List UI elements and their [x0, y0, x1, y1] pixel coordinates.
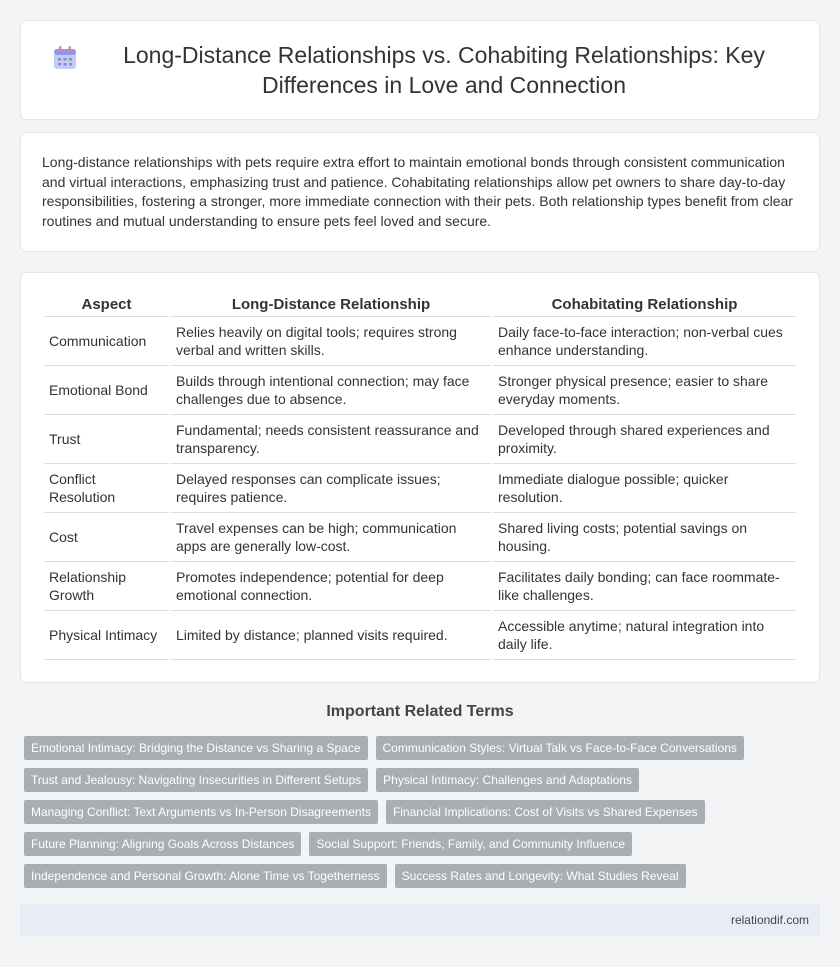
related-term-tag[interactable]: Physical Intimacy: Challenges and Adaptations: [376, 768, 639, 792]
long-distance-cell: Delayed responses can complicate issues; requires patience.: [171, 464, 491, 513]
tag-row: [24, 832, 816, 856]
table-row: [44, 611, 796, 660]
related-terms-title: Important Related Terms: [326, 703, 514, 720]
table-row: [44, 415, 796, 464]
tag-row: [24, 800, 816, 824]
related-term-tag[interactable]: Independence and Personal Growth: Alone Time vs Togetherness: [24, 864, 387, 888]
long-distance-cell: Relies heavily on digital tools; requires strong verbal and written skills.: [171, 317, 491, 366]
related-term-tag[interactable]: Managing Conflict: Text Arguments vs In-Person Disagreements: [24, 800, 378, 824]
aspect-cell: Emotional Bond: [44, 366, 169, 415]
aspect-cell: Communication: [44, 317, 169, 366]
tag-row: [24, 736, 816, 760]
related-term-tag[interactable]: Financial Implications: Cost of Visits vs Shared Expenses: [386, 800, 705, 824]
long-distance-cell: Fundamental; needs consistent reassurance and transparency.: [171, 415, 491, 464]
aspect-cell: Conflict Resolution: [44, 464, 169, 513]
long-distance-cell: Promotes independence; potential for deep emotional connection.: [171, 562, 491, 611]
table-row: [44, 562, 796, 611]
cohabitating-cell: Developed through shared experiences and proximity.: [493, 415, 796, 464]
cohabitating-cell: Immediate dialogue possible; quicker resolution.: [493, 464, 796, 513]
long-distance-cell: Travel expenses can be high; communication apps are generally low-cost.: [171, 513, 491, 562]
long-distance-cell: Builds through intentional connection; may face challenges due to absence.: [171, 366, 491, 415]
intro-card: [20, 132, 820, 252]
table-header-row: [44, 293, 796, 317]
table-row: [44, 317, 796, 366]
column-header-cohabitating: Cohabitating Relationship: [493, 293, 796, 317]
page-title: Long-Distance Relationships vs. Cohabiting Relationships: Key Differences in Love and Connection: [123, 42, 765, 98]
aspect-cell: Relationship Growth: [44, 562, 169, 611]
related-terms-list: [24, 736, 816, 896]
table-row: [44, 366, 796, 415]
header: [21, 40, 819, 100]
intro-paragraph: Long-distance relationships with pets require extra effort to maintain emotional bonds through consistent communication and virtual interactions, emphasizing trust and patience. Cohabitating relationships allow pet owners to share day-to-day responsibilities, fostering a stronger, more immediate connection with their pets. Both relationship types benefit from clear routines and mutual understanding to ensure pets feel loved and secure.: [42, 154, 793, 229]
related-term-tag[interactable]: Social Support: Friends, Family, and Community Influence: [309, 832, 632, 856]
aspect-cell: Cost: [44, 513, 169, 562]
cohabitating-cell: Daily face-to-face interaction; non-verbal cues enhance understanding.: [493, 317, 796, 366]
tag-row: [24, 864, 816, 888]
related-term-tag[interactable]: Communication Styles: Virtual Talk vs Face-to-Face Conversations: [376, 736, 744, 760]
calendar-icon: [51, 44, 79, 72]
header-card: [20, 20, 820, 120]
table-row: [44, 513, 796, 562]
related-term-tag[interactable]: Emotional Intimacy: Bridging the Distance vs Sharing a Space: [24, 736, 368, 760]
related-term-tag[interactable]: Future Planning: Aligning Goals Across Distances: [24, 832, 301, 856]
column-header-aspect: Aspect: [44, 293, 169, 317]
footer: [20, 904, 820, 936]
tag-row: [24, 768, 816, 792]
cohabitating-cell: Facilitates daily bonding; can face roommate-like challenges.: [493, 562, 796, 611]
table-row: [44, 464, 796, 513]
footer-site-link[interactable]: relationdif.com: [730, 913, 809, 927]
aspect-cell: Physical Intimacy: [44, 611, 169, 660]
cohabitating-cell: Shared living costs; potential savings on housing.: [493, 513, 796, 562]
cohabitating-cell: Accessible anytime; natural integration into daily life.: [493, 611, 796, 660]
column-header-long-distance: Long-Distance Relationship: [171, 293, 491, 317]
cohabitating-cell: Stronger physical presence; easier to share everyday moments.: [493, 366, 796, 415]
long-distance-cell: Limited by distance; planned visits required.: [171, 611, 491, 660]
aspect-cell: Trust: [44, 415, 169, 464]
related-term-tag[interactable]: Success Rates and Longevity: What Studies Reveal: [395, 864, 686, 888]
comparison-table: [42, 293, 798, 660]
related-term-tag[interactable]: Trust and Jealousy: Navigating Insecurities in Different Setups: [24, 768, 368, 792]
comparison-card: [20, 272, 820, 683]
